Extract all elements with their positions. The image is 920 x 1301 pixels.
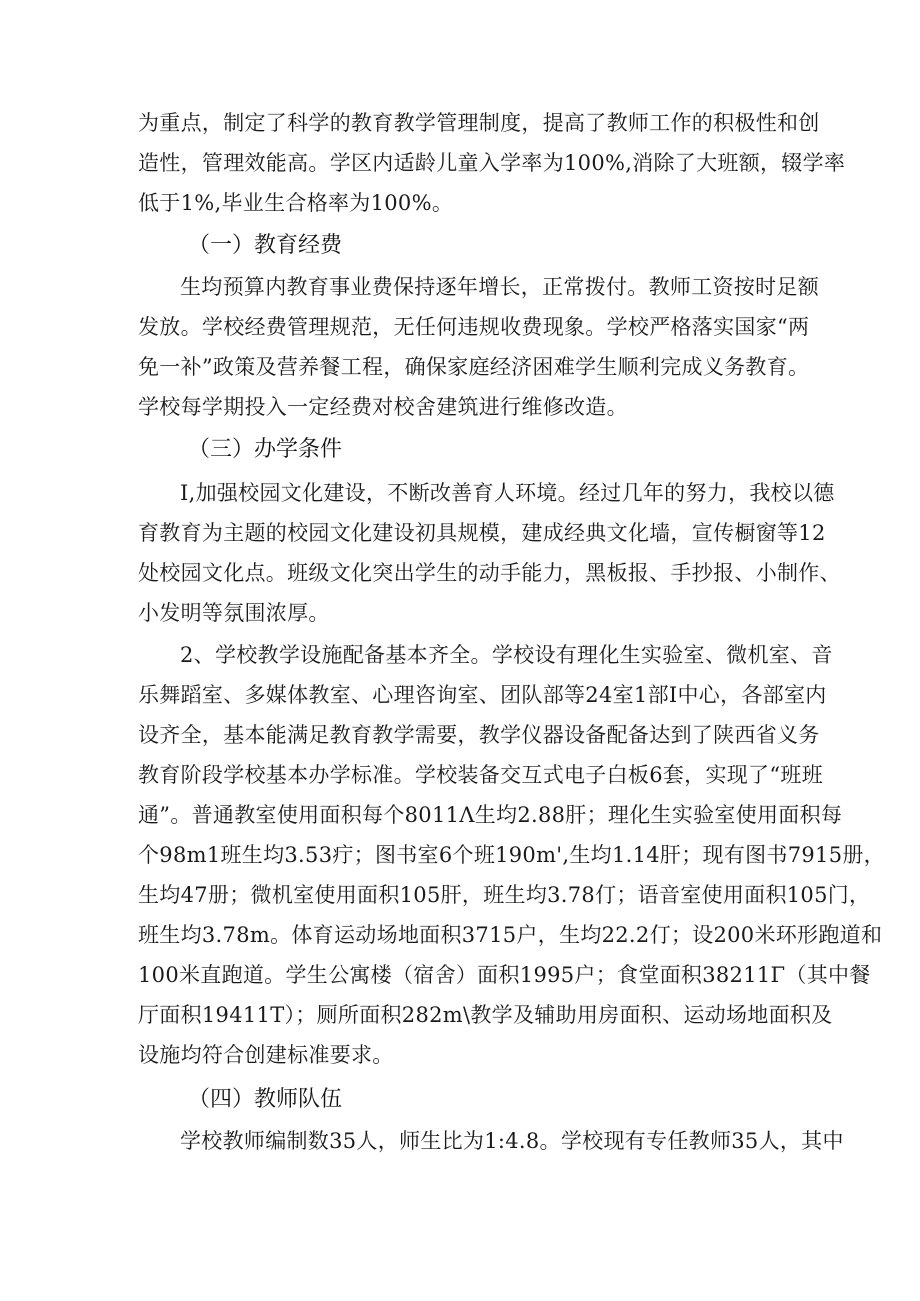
section-heading-funding: （一）教育经费 (188, 233, 343, 258)
paragraph-line: 造性，管理效能高。学区内适龄儿童入学率为100%,消除了大班额，辍学率 (138, 151, 846, 175)
paragraph-line: 生均预算内教育事业费保持逐年增长，正常拨付。教师工资按时足额 (180, 275, 819, 299)
paragraph-line: 通”。普通教室使用面积每个8011Λ生均2.88肝；理化生实验室使用面积每 (138, 803, 843, 827)
paragraph-line: I,加强校园文化建设，不断改善育人环境。经过几年的努力，我校以德 (180, 481, 835, 505)
paragraph-line: 厅面积19411T）；厕所面积282m\教学及辅助用房面积、运动场地面积及 (138, 1003, 833, 1027)
paragraph-line: 低于1%,毕业生合格率为100%。 (138, 191, 454, 215)
paragraph-line: 免一补”政策及营养餐工程，确保家庭经济困难学生顺利完成义务教育。 (138, 355, 810, 379)
paragraph-line: 生均47册；微机室使用面积105肝，班生均3.78仃；语音室使用面积105门， (138, 883, 871, 907)
paragraph-line: 小发明等氛围浓厚。 (138, 601, 330, 625)
paragraph-line: 教育阶段学校基本办学标准。学校装备交互式电子白板6套，实现了“班班 (138, 763, 823, 787)
paragraph-line: 2、学校教学设施配备基本齐全。学校设有理化生实验室、微机室、音 (180, 643, 833, 667)
paragraph-line: 为重点，制定了科学的教育教学管理制度，提高了教师工作的积极性和创 (138, 111, 820, 135)
section-heading-conditions: （三）办学条件 (188, 437, 343, 462)
paragraph-line: 处校园文化点。班级文化突出学生的动手能力，黑板报、手抄报、小制作、 (138, 561, 841, 585)
paragraph-line: 设齐全，基本能满足教育教学需要，教学仪器设备配备达到了陕西省义务 (138, 723, 820, 747)
paragraph-line: 乐舞蹈室、多媒体教室、心理咨询室、团队部等24室1部I中心，各部室内 (138, 683, 827, 707)
paragraph-line: 育教育为主题的校园文化建设初具规模，建成经典文化墙，宣传橱窗等12 (138, 521, 826, 545)
paragraph-line: 个98m1班生均3.53疔；图书室6个班190m',生均1.14肝；现有图书7915册， (138, 843, 885, 867)
paragraph-line: 100米直跑道。学生公寓楼（宿舍）面积1995户；食堂面积38211Γ（其中餐 (138, 963, 871, 987)
paragraph-line: 班生均3.78m。体育运动场地面积3715户，生均22.2仃；设200米环形跑道和 (138, 923, 883, 947)
paragraph-line: 学校每学期投入一定经费对校舍建筑进行维修改造。 (138, 395, 628, 419)
paragraph-line: 设施均符合创建标准要求。 (138, 1043, 394, 1067)
section-heading-teachers: （四）教师队伍 (188, 1087, 343, 1112)
paragraph-line: 学校教师编制数35人，师生比为1:4.8。学校现有专任教师35人，其中 (180, 1129, 844, 1153)
paragraph-line: 发放。学校经费管理规范，无任何违规收费现象。学校严格落实国家“两 (138, 315, 810, 339)
